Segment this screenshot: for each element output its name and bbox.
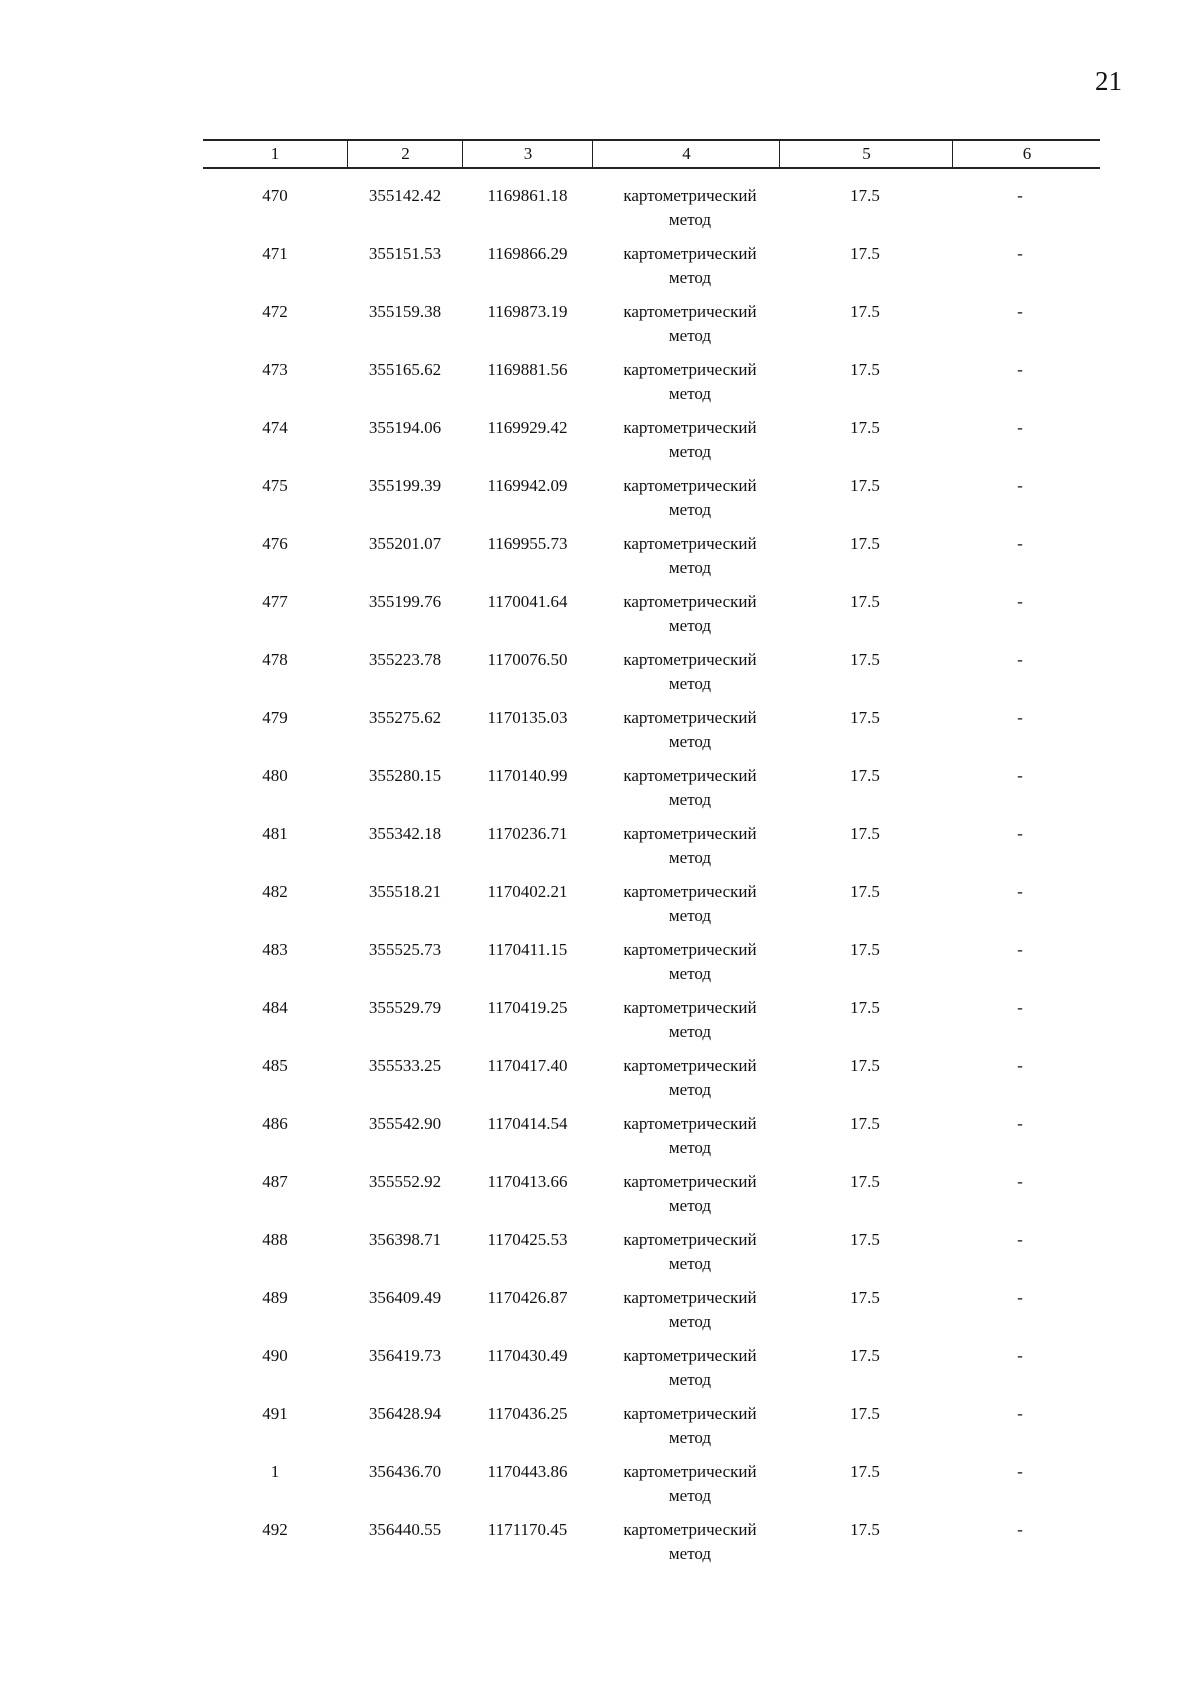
- note-value: -: [1017, 534, 1023, 553]
- method-cell: [590, 1054, 790, 1102]
- method-cell: [590, 1344, 790, 1392]
- method-line-1: картометрический: [623, 1404, 757, 1423]
- header-col-1: 1: [270, 144, 280, 163]
- precision-value: 17.5: [850, 534, 880, 553]
- coordinate-x: 355275.62: [368, 708, 442, 727]
- table-row: [0, 242, 1200, 300]
- method-line-1: картометрический: [623, 1056, 757, 1075]
- precision-value: 17.5: [850, 824, 880, 843]
- method-line-1: картометрический: [623, 360, 757, 379]
- coordinate-y: 1169861.18: [487, 186, 568, 205]
- method-cell: [590, 1402, 790, 1450]
- precision-value: 17.5: [850, 302, 880, 321]
- method-line-2: метод: [668, 558, 712, 577]
- coordinate-x: 356419.73: [368, 1346, 442, 1365]
- method-line-1: картометрический: [623, 592, 757, 611]
- point-number: 490: [262, 1346, 288, 1365]
- point-number: 485: [262, 1056, 288, 1075]
- table-row: [0, 1344, 1200, 1402]
- precision-value: 17.5: [850, 418, 880, 437]
- method-line-2: метод: [668, 1022, 712, 1041]
- method-cell: [590, 1228, 790, 1276]
- method-line-1: картометрический: [623, 302, 757, 321]
- precision-value: 17.5: [850, 1346, 880, 1365]
- method-line-2: метод: [668, 616, 712, 635]
- method-line-1: картометрический: [623, 882, 757, 901]
- coordinate-x: 355199.39: [368, 476, 442, 495]
- table-row: [0, 1518, 1200, 1576]
- coordinate-y: 1170436.25: [487, 1404, 568, 1423]
- point-number: 481: [262, 824, 288, 843]
- method-line-1: картометрический: [623, 708, 757, 727]
- coordinate-y: 1169881.56: [487, 360, 568, 379]
- precision-value: 17.5: [850, 1114, 880, 1133]
- coordinate-y: 1170425.53: [487, 1230, 568, 1249]
- point-number: 476: [262, 534, 288, 553]
- coordinate-x: 356436.70: [368, 1462, 442, 1481]
- coordinate-y: 1169929.42: [487, 418, 568, 437]
- precision-value: 17.5: [850, 650, 880, 669]
- point-number: 484: [262, 998, 288, 1017]
- method-line-1: картометрический: [623, 1520, 757, 1539]
- coordinate-x: 356409.49: [368, 1288, 442, 1307]
- method-line-2: метод: [668, 268, 712, 287]
- note-value: -: [1017, 824, 1023, 843]
- method-cell: [590, 532, 790, 580]
- method-cell: [590, 938, 790, 986]
- coordinate-y: 1170140.99: [487, 766, 568, 785]
- coordinate-y: 1170236.71: [487, 824, 568, 843]
- method-line-1: картометрический: [623, 1230, 757, 1249]
- method-line-1: картометрический: [623, 476, 757, 495]
- note-value: -: [1017, 360, 1023, 379]
- method-cell: [590, 706, 790, 754]
- coordinate-y: 1170417.40: [487, 1056, 568, 1075]
- coordinate-x: 355542.90: [368, 1114, 442, 1133]
- method-line-1: картометрический: [623, 1462, 757, 1481]
- coordinate-y: 1170411.15: [487, 940, 568, 959]
- table-row: [0, 1402, 1200, 1460]
- coordinate-y: 1170135.03: [487, 708, 568, 727]
- note-value: -: [1017, 1346, 1023, 1365]
- coordinate-y: 1170413.66: [487, 1172, 568, 1191]
- note-value: -: [1017, 592, 1023, 611]
- coordinate-x: 356428.94: [368, 1404, 442, 1423]
- point-number: 473: [262, 360, 288, 379]
- precision-value: 17.5: [850, 708, 880, 727]
- coordinate-y: 1169942.09: [487, 476, 568, 495]
- coordinate-y: 1170419.25: [487, 998, 568, 1017]
- method-line-1: картометрический: [623, 534, 757, 553]
- coordinate-x: 355552.92: [368, 1172, 442, 1191]
- method-cell: [590, 1460, 790, 1508]
- method-line-2: метод: [668, 674, 712, 693]
- table-row: [0, 590, 1200, 648]
- table-header: [203, 139, 1100, 169]
- method-line-2: метод: [668, 790, 712, 809]
- note-value: -: [1017, 1462, 1023, 1481]
- precision-value: 17.5: [850, 882, 880, 901]
- note-value: -: [1017, 882, 1023, 901]
- precision-value: 17.5: [850, 998, 880, 1017]
- table-row: [0, 1112, 1200, 1170]
- method-cell: [590, 648, 790, 696]
- coordinate-x: 355280.15: [368, 766, 442, 785]
- table-row: [0, 648, 1200, 706]
- header-col-3: 3: [462, 141, 593, 167]
- coordinate-x: 355525.73: [368, 940, 442, 959]
- method-line-2: метод: [668, 500, 712, 519]
- precision-value: 17.5: [850, 1056, 880, 1075]
- precision-value: 17.5: [850, 186, 880, 205]
- method-cell: [590, 1286, 790, 1334]
- method-line-2: метод: [668, 1080, 712, 1099]
- table-row: [0, 1054, 1200, 1112]
- table-row: [0, 706, 1200, 764]
- method-cell: [590, 474, 790, 522]
- method-cell: [590, 822, 790, 870]
- precision-value: 17.5: [850, 244, 880, 263]
- header-col-5: 5: [779, 141, 953, 167]
- coordinate-x: 355199.76: [368, 592, 442, 611]
- note-value: -: [1017, 302, 1023, 321]
- method-line-2: метод: [668, 1254, 712, 1273]
- note-value: -: [1017, 1520, 1023, 1539]
- point-number: 480: [262, 766, 288, 785]
- method-line-2: метод: [668, 1196, 712, 1215]
- method-line-2: метод: [668, 964, 712, 983]
- header-col-4: 4: [592, 141, 780, 167]
- precision-value: 17.5: [850, 360, 880, 379]
- precision-value: 17.5: [850, 766, 880, 785]
- method-line-1: картометрический: [623, 940, 757, 959]
- method-line-2: метод: [668, 384, 712, 403]
- method-line-2: метод: [668, 1370, 712, 1389]
- table-row: [0, 184, 1200, 242]
- table-row: [0, 532, 1200, 590]
- method-line-2: метод: [668, 1544, 712, 1563]
- method-cell: [590, 416, 790, 464]
- coordinate-x: 356440.55: [368, 1520, 442, 1539]
- table-row: [0, 300, 1200, 358]
- table-row: [0, 938, 1200, 996]
- point-number: 477: [262, 592, 288, 611]
- point-number: 489: [262, 1288, 288, 1307]
- coordinate-y: 1170430.49: [487, 1346, 568, 1365]
- method-line-2: метод: [668, 210, 712, 229]
- point-number: 478: [262, 650, 288, 669]
- point-number: 474: [262, 418, 288, 437]
- precision-value: 17.5: [850, 1230, 880, 1249]
- method-line-2: метод: [668, 1486, 712, 1505]
- header-col-6: 6: [952, 141, 1101, 167]
- coordinate-x: 355165.62: [368, 360, 442, 379]
- method-line-2: метод: [668, 848, 712, 867]
- coordinate-x: 355201.07: [368, 534, 442, 553]
- note-value: -: [1017, 1288, 1023, 1307]
- table-row: [0, 1170, 1200, 1228]
- method-line-2: метод: [668, 442, 712, 461]
- method-line-1: картометрический: [623, 1288, 757, 1307]
- method-line-1: картометрический: [623, 244, 757, 263]
- table-body: [0, 184, 1200, 1576]
- method-cell: [590, 1112, 790, 1160]
- point-number: 482: [262, 882, 288, 901]
- note-value: -: [1017, 186, 1023, 205]
- method-line-1: картометрический: [623, 418, 757, 437]
- table-row: [0, 358, 1200, 416]
- coordinate-x: 356398.71: [368, 1230, 442, 1249]
- coordinate-x: 355518.21: [368, 882, 442, 901]
- method-cell: [590, 242, 790, 290]
- point-number: 488: [262, 1230, 288, 1249]
- method-cell: [590, 1170, 790, 1218]
- method-cell: [590, 764, 790, 812]
- precision-value: 17.5: [850, 1288, 880, 1307]
- method-cell: [590, 1518, 790, 1566]
- method-line-1: картометрический: [623, 1172, 757, 1191]
- coordinate-y: 1170041.64: [487, 592, 568, 611]
- note-value: -: [1017, 940, 1023, 959]
- coordinate-y: 1169955.73: [487, 534, 568, 553]
- note-value: -: [1017, 418, 1023, 437]
- coordinate-y: 1170414.54: [487, 1114, 568, 1133]
- method-cell: [590, 300, 790, 348]
- coordinate-x: 355223.78: [368, 650, 442, 669]
- coordinate-x: 355151.53: [368, 244, 442, 263]
- precision-value: 17.5: [850, 1520, 880, 1539]
- table-row: [0, 1460, 1200, 1518]
- note-value: -: [1017, 476, 1023, 495]
- table-row: [0, 822, 1200, 880]
- precision-value: 17.5: [850, 940, 880, 959]
- point-number: 472: [262, 302, 288, 321]
- coordinate-y: 1169873.19: [487, 302, 568, 321]
- precision-value: 17.5: [850, 1404, 880, 1423]
- table-row: [0, 1228, 1200, 1286]
- precision-value: 17.5: [850, 1462, 880, 1481]
- point-number: 470: [262, 186, 288, 205]
- coordinate-x: 355142.42: [368, 186, 442, 205]
- coordinate-y: 1170443.86: [487, 1462, 568, 1481]
- table-row: [0, 996, 1200, 1054]
- note-value: -: [1017, 244, 1023, 263]
- coordinate-y: 1169866.29: [487, 244, 568, 263]
- coordinate-x: 355533.25: [368, 1056, 442, 1075]
- method-line-2: метод: [668, 326, 712, 345]
- page-number: 21: [1095, 66, 1122, 96]
- method-line-2: метод: [668, 906, 712, 925]
- note-value: -: [1017, 1404, 1023, 1423]
- note-value: -: [1017, 1172, 1023, 1191]
- table-row: [0, 1286, 1200, 1344]
- method-line-1: картометрический: [623, 824, 757, 843]
- point-number: 492: [262, 1520, 288, 1539]
- coordinate-y: 1171170.45: [487, 1520, 568, 1539]
- table-row: [0, 474, 1200, 532]
- note-value: -: [1017, 650, 1023, 669]
- method-line-1: картометрический: [623, 1346, 757, 1365]
- method-line-1: картометрический: [623, 766, 757, 785]
- table-row: [0, 416, 1200, 474]
- point-number: 1: [270, 1462, 280, 1481]
- method-cell: [590, 880, 790, 928]
- method-cell: [590, 996, 790, 1044]
- point-number: 486: [262, 1114, 288, 1133]
- method-cell: [590, 590, 790, 638]
- coordinate-y: 1170402.21: [487, 882, 568, 901]
- method-line-2: метод: [668, 1138, 712, 1157]
- method-line-1: картометрический: [623, 186, 757, 205]
- method-line-1: картометрический: [623, 998, 757, 1017]
- precision-value: 17.5: [850, 476, 880, 495]
- coordinate-x: 355159.38: [368, 302, 442, 321]
- method-line-2: метод: [668, 1312, 712, 1331]
- note-value: -: [1017, 766, 1023, 785]
- method-line-2: метод: [668, 732, 712, 751]
- note-value: -: [1017, 708, 1023, 727]
- note-value: -: [1017, 1114, 1023, 1133]
- method-line-1: картометрический: [623, 650, 757, 669]
- coordinate-y: 1170426.87: [487, 1288, 568, 1307]
- point-number: 479: [262, 708, 288, 727]
- coordinate-x: 355194.06: [368, 418, 442, 437]
- method-cell: [590, 358, 790, 406]
- table-row: [0, 880, 1200, 938]
- header-col-2: 2: [347, 141, 463, 167]
- table-row: [0, 764, 1200, 822]
- coordinate-x: 355342.18: [368, 824, 442, 843]
- coordinate-x: 355529.79: [368, 998, 442, 1017]
- point-number: 483: [262, 940, 288, 959]
- point-number: 475: [262, 476, 288, 495]
- precision-value: 17.5: [850, 1172, 880, 1191]
- point-number: 487: [262, 1172, 288, 1191]
- note-value: -: [1017, 1056, 1023, 1075]
- method-line-1: картометрический: [623, 1114, 757, 1133]
- note-value: -: [1017, 1230, 1023, 1249]
- precision-value: 17.5: [850, 592, 880, 611]
- method-cell: [590, 184, 790, 232]
- method-line-2: метод: [668, 1428, 712, 1447]
- note-value: -: [1017, 998, 1023, 1017]
- point-number: 471: [262, 244, 288, 263]
- point-number: 491: [262, 1404, 288, 1423]
- coordinate-y: 1170076.50: [487, 650, 568, 669]
